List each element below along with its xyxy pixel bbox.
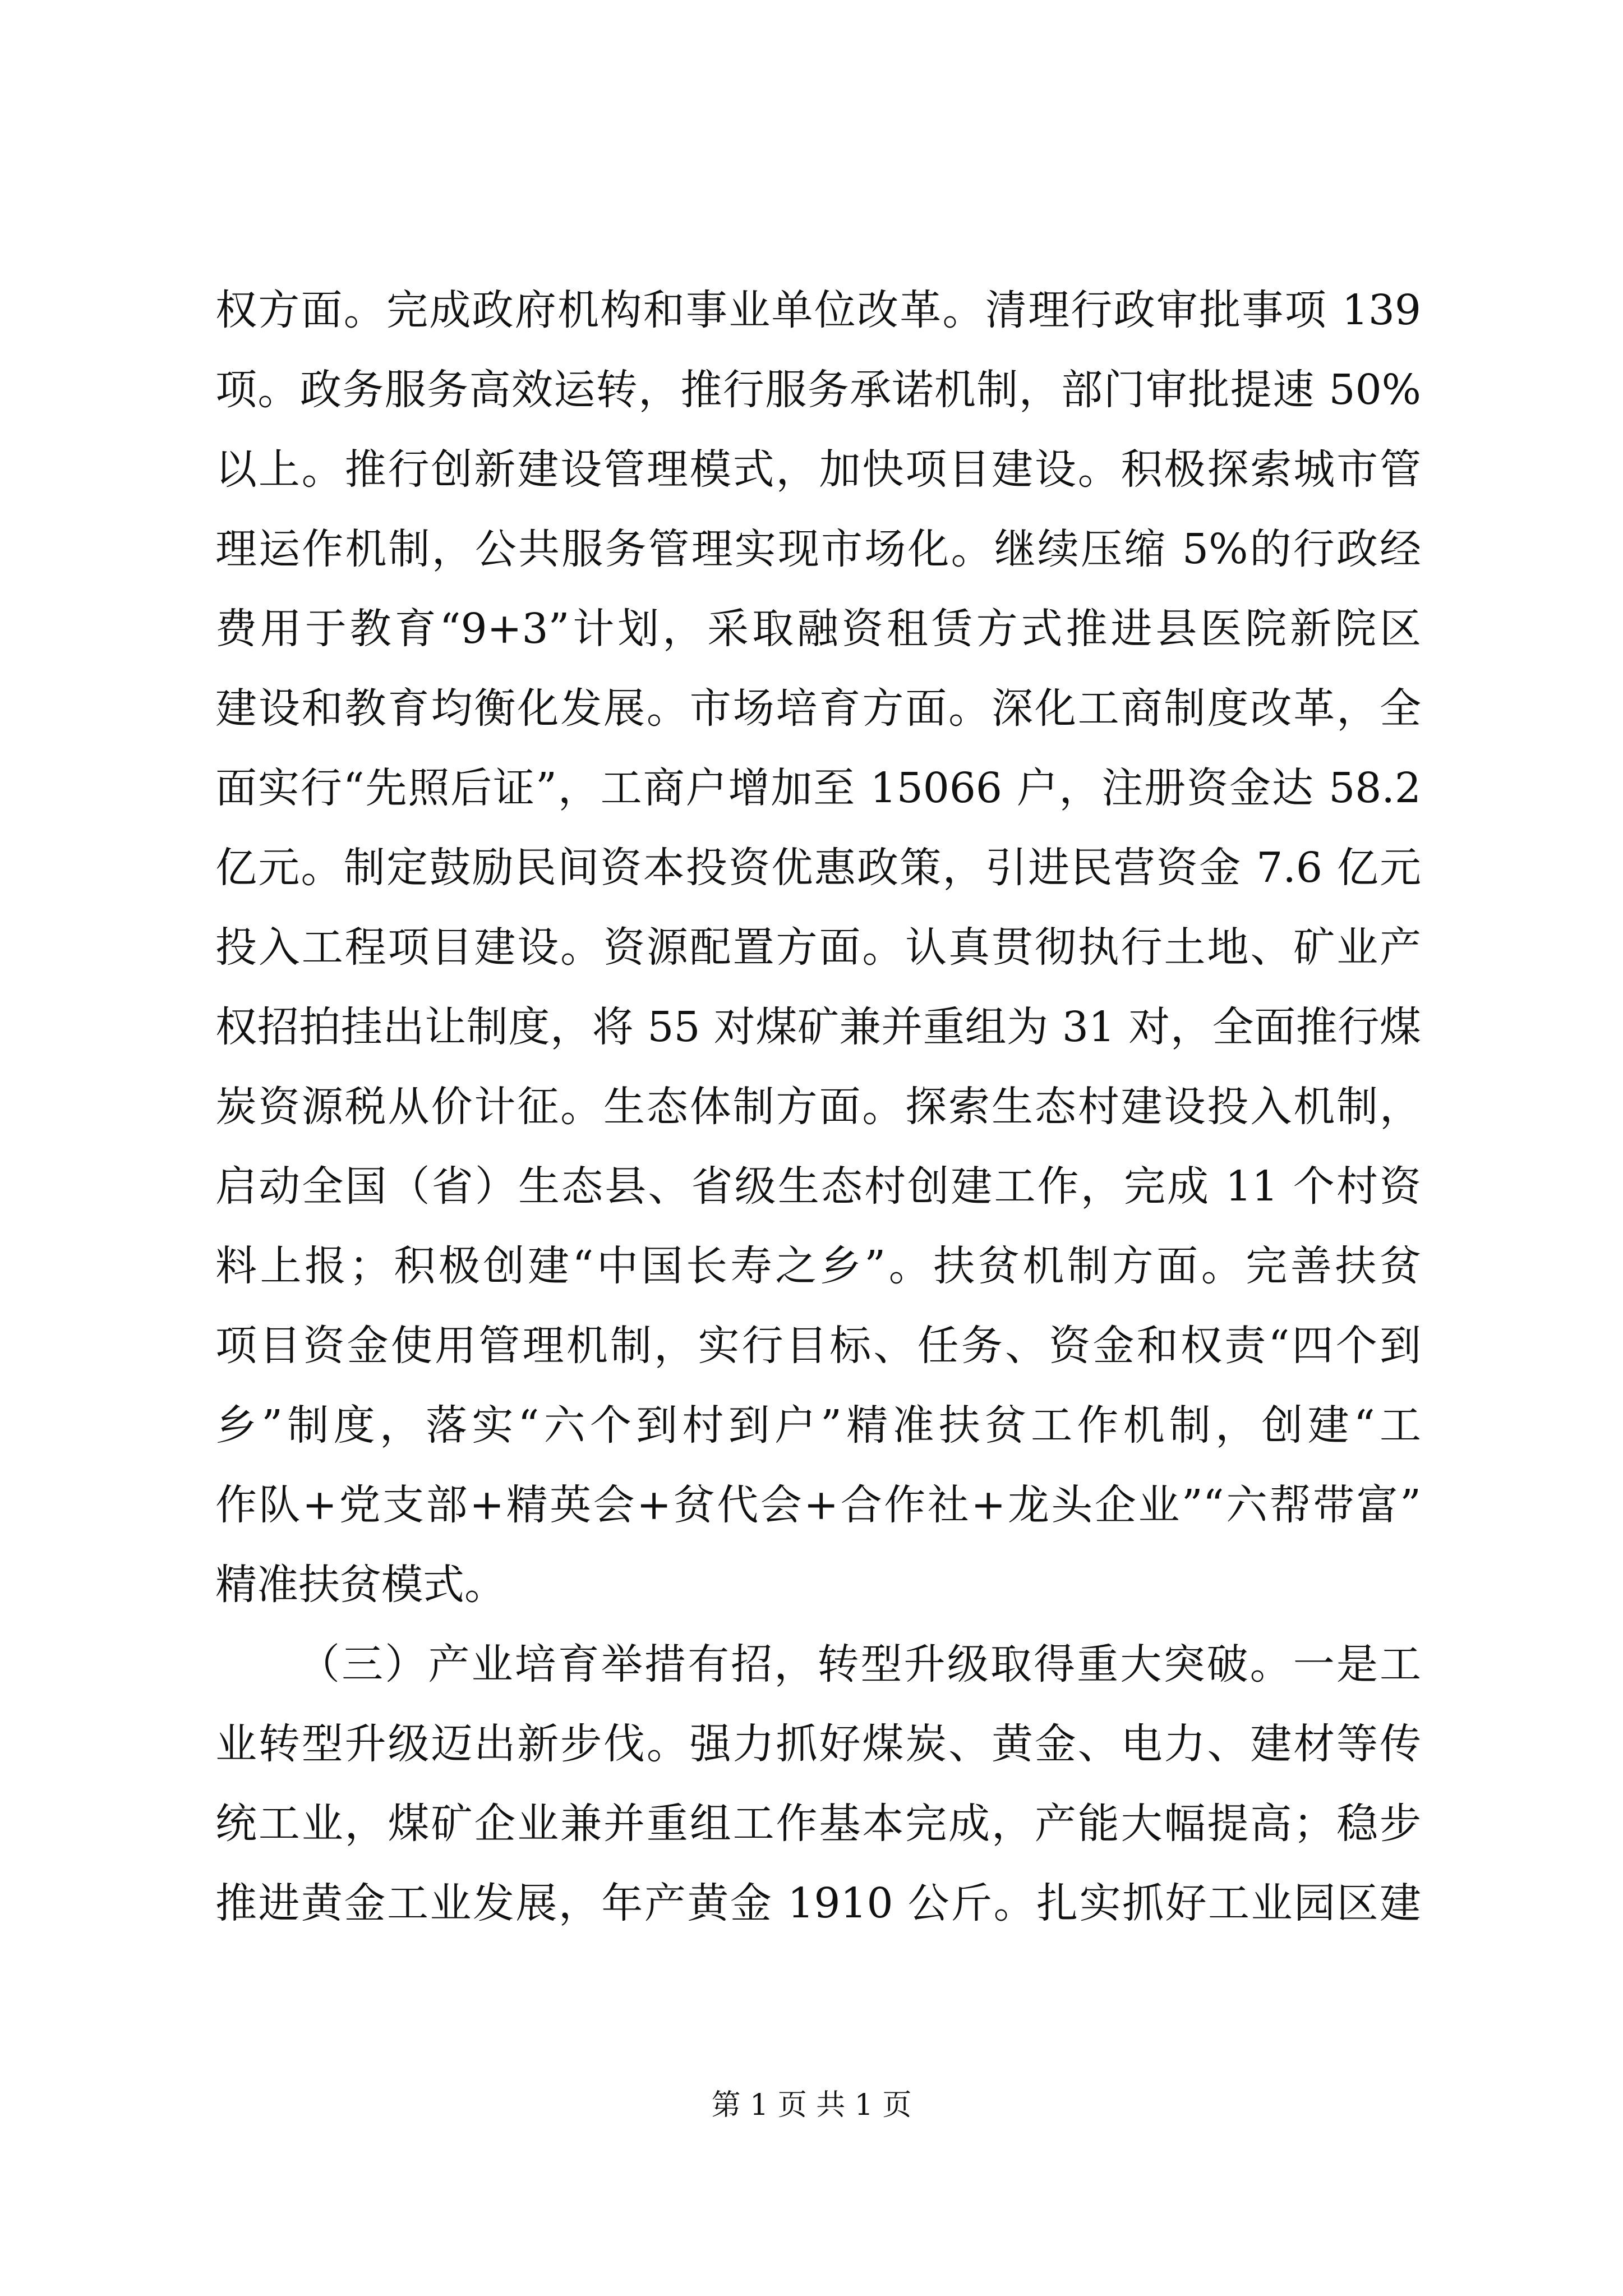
text-line: 费用于教育“9+3”计划，采取融资租赁方式推进县医院新院区 (215, 605, 1421, 653)
text-line: 乡”制度，落实“六个到村到户”精准扶贫工作机制，创建“工 (215, 1401, 1421, 1450)
text-line: 统工业，煤矿企业兼并重组工作基本完成，产能大幅提高；稳步 (215, 1800, 1421, 1848)
text-line: 权招拍挂出让制度，将 55 对煤矿兼并重组为 31 对，全面推行煤 (215, 1003, 1421, 1051)
text-line: 精准扶贫模式。 (215, 1561, 506, 1609)
body-text (215, 270, 1421, 1943)
text-line: 业转型升级迈出新步伐。强力抓好煤炭、黄金、电力、建材等传 (215, 1720, 1421, 1768)
text-line: 权方面。完成政府机构和事业单位改革。清理行政审批事项 139 (215, 286, 1421, 334)
text-line: 项。政务服务高效运转，推行服务承诺机制，部门审批提速 50% (215, 366, 1421, 414)
text-line: 项目资金使用管理机制，实行目标、任务、资金和权责“四个到 (215, 1322, 1421, 1370)
text-line: 炭资源税从价计征。生态体制方面。探索生态村建设投入机制， (215, 1083, 1421, 1131)
page-number-footer: 第 1 页 共 1 页 (711, 2088, 912, 2122)
text-line: 投入工程项目建设。资源配置方面。认真贯彻执行土地、矿业产 (215, 923, 1421, 972)
text-line: 以上。推行创新建设管理模式，加快项目建设。积极探索城市管 (215, 445, 1421, 494)
text-line: 亿元。制定鼓励民间资本投资优惠政策，引进民营资金 7.6 亿元 (215, 844, 1421, 892)
text-line: 建设和教育均衡化发展。市场培育方面。深化工商制度改革，全 (215, 684, 1421, 733)
text-line: 面实行“先照后证”，工商户增加至 15066 户，注册资金达 58.2 (215, 764, 1421, 812)
text-line: 启动全国（省）生态县、省级生态村创建工作，完成 11 个村资 (215, 1162, 1421, 1211)
text-line: 作队+党支部+精英会+贫代会+合作社+龙头企业”“六帮带富” (215, 1481, 1421, 1529)
text-line: 理运作机制，公共服务管理实现市场化。继续压缩 5%的行政经 (215, 525, 1421, 573)
text-line: 推进黄金工业发展，年产黄金 1910 公斤。扎实抓好工业园区建 (215, 1879, 1421, 1927)
text-line: 料上报；积极创建“中国长寿之乡”。扶贫机制方面。完善扶贫 (215, 1242, 1421, 1290)
paragraph-first-line: （三）产业培育举措有招，转型升级取得重大突破。一是工 (298, 1640, 1421, 1688)
